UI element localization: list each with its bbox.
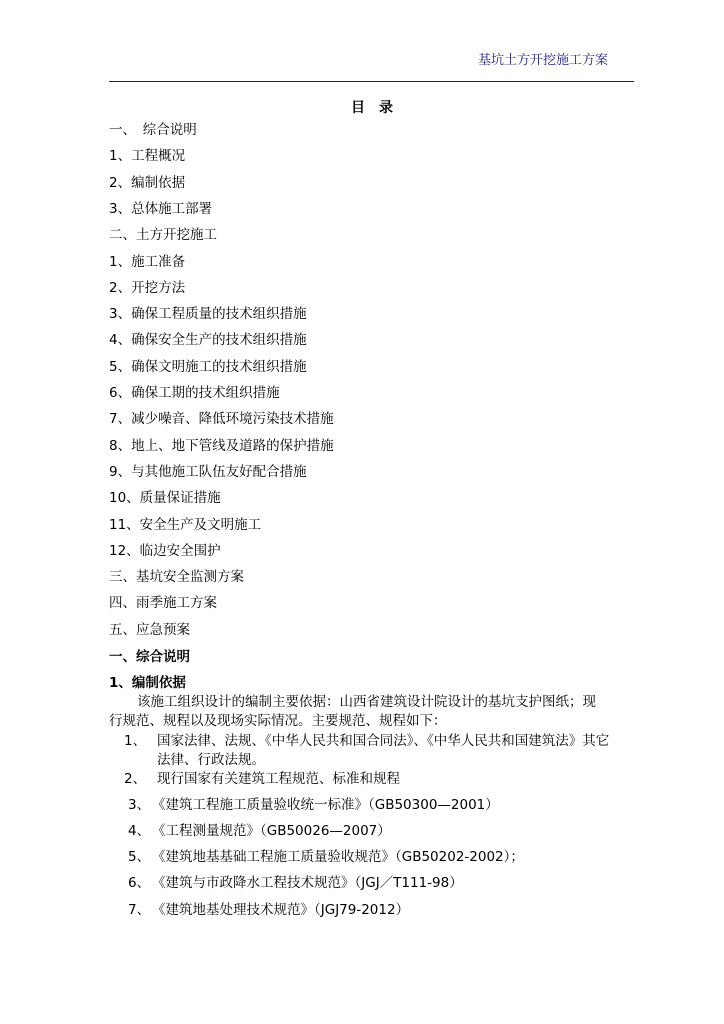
list-item-text: 《建筑与市政降水工程技术规范》（JGJ／T111-98） [152,875,463,891]
page-header-title: 基坑土方开挖施工方案 [478,53,609,68]
toc-item[interactable]: 11、安全生产及文明施工 [109,516,262,533]
toc-item[interactable]: 7、减少噪音、降低环境污染技术措施 [109,411,334,428]
list-item-text: 《建筑地基基础工程施工质量验收规范》（GB50202-2002）； [152,849,524,865]
list-number: 6、 [128,875,151,891]
paragraph-line: 该施工组织设计的编制主要依据：山西省建筑设计院设计的基坑支护图纸；现 [137,694,596,710]
list-number: 1、 [124,733,147,749]
list-item-text: 国家法律、法规、《中华人民共和国合同法》、《中华人民共和国建筑法》其它 [157,733,610,749]
subsection-heading: 1、编制依据 [109,675,186,691]
list-number: 7、 [128,902,151,918]
paragraph-line: 行规范、规程以及现场实际情况。主要规范、规程如下： [109,713,447,729]
toc-item[interactable]: 四、雨季施工方案 [109,595,217,612]
toc-item[interactable]: 5、确保文明施工的技术组织措施 [109,358,307,375]
list-item-text: 《工程测量规范》（GB50026—2007） [152,823,391,839]
toc-item[interactable]: 2、编制依据 [109,174,186,191]
toc-item[interactable]: 9、与其他施工队伍友好配合措施 [109,463,307,480]
toc-item[interactable]: 6、确保工期的技术组织措施 [109,385,280,401]
toc-item[interactable]: 一、 综合说明 [109,122,197,138]
list-number: 4、 [128,823,151,839]
toc-item[interactable]: 五、应急预案 [109,621,190,638]
list-item-text: 现行国家有关建筑工程规范、标准和规程 [157,771,400,787]
toc-item[interactable]: 12、临边安全围护 [109,542,221,559]
toc-item[interactable]: 3、总体施工部署 [109,200,213,217]
section-heading: 一、综合说明 [109,649,190,665]
toc-item[interactable]: 1、施工准备 [109,253,186,270]
toc-item[interactable]: 3、确保工程质量的技术组织措施 [109,306,307,323]
list-number: 2、 [124,771,147,787]
header-divider [109,81,634,82]
list-number: 5、 [128,849,151,865]
toc-item[interactable]: 三、基坑安全监测方案 [109,569,244,586]
toc-item[interactable]: 10、质量保证措施 [109,490,221,507]
toc-item[interactable]: 二、土方开挖施工 [109,227,217,244]
list-item-continuation: 法律、行政法规。 [157,752,265,768]
list-item-text: 《建筑地基处理技术规范》（JGJ79-2012） [152,902,410,918]
toc-title: 目录 [351,100,407,116]
toc-item[interactable]: 1、工程概况 [109,148,186,165]
toc-item[interactable]: 8、地上、地下管线及道路的保护措施 [109,437,334,454]
list-item-text: 《建筑工程施工质量验收统一标准》（GB50300—2001） [152,797,499,813]
toc-item[interactable]: 4、确保安全生产的技术组织措施 [109,332,307,349]
list-number: 3、 [128,797,151,813]
toc-item[interactable]: 2、开挖方法 [109,279,186,296]
